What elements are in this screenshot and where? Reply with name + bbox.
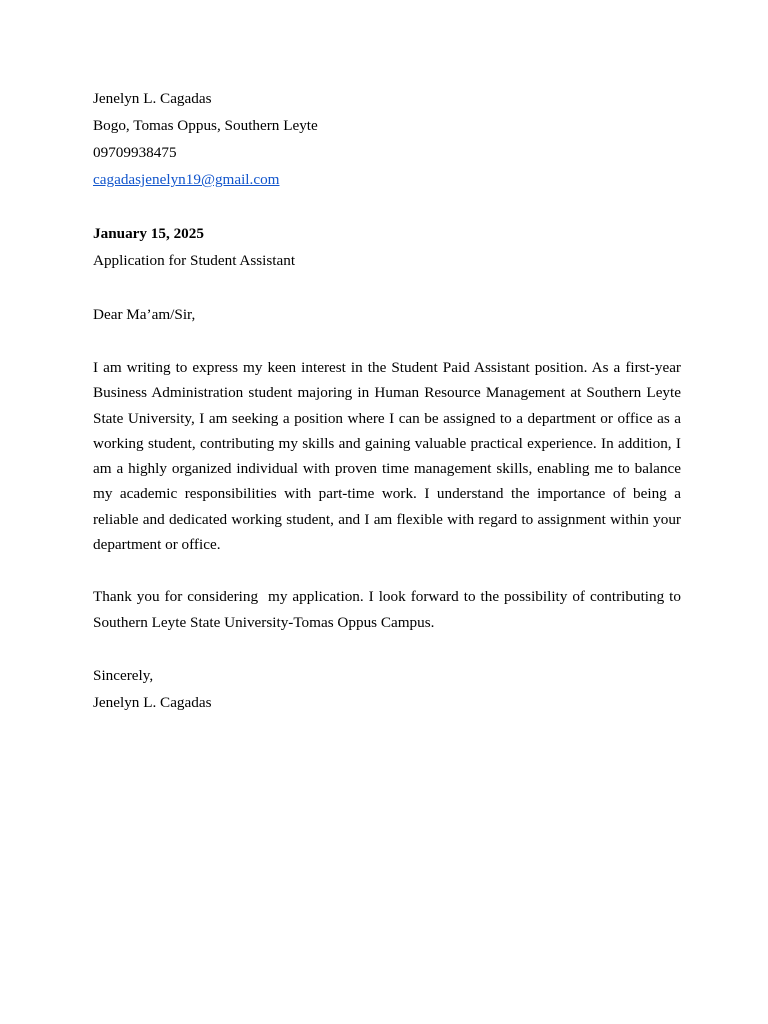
salutation: Dear Ma’am/Sir, [93, 306, 196, 323]
body-paragraph-1: I am writing to express my keen interest in the Student Paid Assistant position. As a first-year Business Administration student majoring in Human Resource Management at Southern Leyte State University, I am seeking a position where I can be assigned to a department or office as a working student, contributing my skills and gaining valuable practical experience. In addition, I am a highly organized individual with proven time management skills, enabling me to balance my academic responsibilities with part-time work. I understand the importance of being a reliable and dedicated working student, and I am flexible with regard to assignment within your department or office. [93, 359, 681, 554]
sender-block [93, 85, 681, 193]
letter-date: January 15, 2025 [93, 225, 204, 242]
sender-name: Jenelyn L. Cagadas [93, 90, 212, 107]
letter-page [93, 85, 685, 716]
body-paragraph-2: Thank you for considering my application. I look forward to the possibility of contributing to Southern Leyte State University-Tomas Oppus Campus. [93, 588, 685, 631]
sender-email-link[interactable]: cagadasjenelyn19@gmail.com [93, 171, 280, 188]
sender-phone: 09709938475 [93, 144, 177, 161]
letter-subject: Application for Student Assistant [93, 252, 296, 269]
sender-address: Bogo, Tomas Oppus, Southern Leyte [93, 117, 318, 134]
closing: Sincerely, [93, 666, 154, 684]
signature-name: Jenelyn L. Cagadas [93, 693, 212, 711]
